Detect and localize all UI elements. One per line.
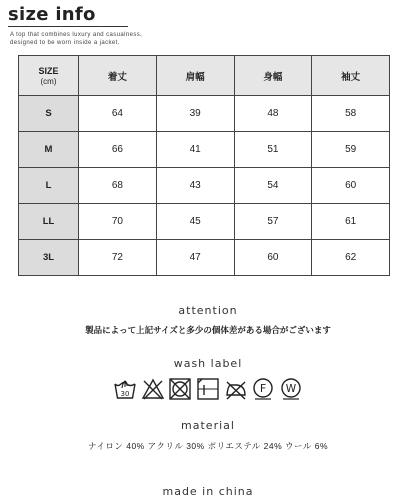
table-row [19,96,390,132]
header [8,4,408,46]
table-cell: 60 [312,168,390,204]
material-text: ナイロン 40% アクリル 30% ポリエステル 24% ウール 6% [87,441,329,451]
size-label: 3L [19,240,79,276]
wash-label-heading: wash label [173,357,243,370]
table-cell: 59 [312,132,390,168]
table-cell: 70 [79,204,157,240]
table-cell: 64 [79,96,157,132]
table-header-row [19,56,390,96]
subtitle-line-2: designed to be worn inside a jacket. [10,40,120,46]
no-tumble-dry-icon [168,377,192,401]
size-label: M [19,132,79,168]
table-row [19,240,390,276]
table-row [19,168,390,204]
line-dry-shade-icon [196,377,220,401]
table-cell: 48 [234,96,312,132]
table-cell: 58 [312,96,390,132]
table-row [19,132,390,168]
column-header-sleeve: 袖丈 [312,56,390,96]
table-cell: 47 [156,240,234,276]
column-header-length: 着丈 [79,56,157,96]
subtitle [10,31,160,47]
origin-label: made in china [162,485,254,498]
table-cell: 66 [79,132,157,168]
column-header-chest: 身幅 [234,56,312,96]
iron-low-icon [224,377,248,401]
table-cell: 61 [312,204,390,240]
size-table [18,55,390,276]
wet-clean-w-icon [279,377,303,401]
page-title: size info [8,4,96,25]
dry-clean-letter: F [260,382,267,395]
table-cell: 62 [312,240,390,276]
attention-text: 製品によって上記サイズと多少の個体差がある場合がございます [85,325,331,335]
size-label: L [19,168,79,204]
table-cell: 68 [79,168,157,204]
table-row [19,204,390,240]
column-header-shoulder: 肩幅 [156,56,234,96]
subtitle-line-1: A top that combines luxury and casualness, [10,32,143,38]
unit-label: (cm) [40,76,57,86]
no-bleach-icon [141,377,165,401]
table-cell: 39 [156,96,234,132]
title-underline [8,26,128,27]
wet-clean-letter: W [285,383,297,395]
size-label: S [19,96,79,132]
table-cell: 72 [79,240,157,276]
wash-icons [113,376,303,402]
size-column-header [19,56,79,96]
material-heading: material [181,419,235,432]
dry-clean-f-icon [251,377,275,401]
size-header-label: SIZE [38,65,59,76]
hand-wash-30-icon [113,377,137,401]
table-cell: 54 [234,168,312,204]
table-cell: 51 [234,132,312,168]
size-label: LL [19,204,79,240]
table-cell: 57 [234,204,312,240]
table-cell: 41 [156,132,234,168]
attention-heading: attention [178,304,238,317]
table-cell: 45 [156,204,234,240]
table-cell: 43 [156,168,234,204]
hand-wash-temp: 30 [120,390,130,398]
table-cell: 60 [234,240,312,276]
